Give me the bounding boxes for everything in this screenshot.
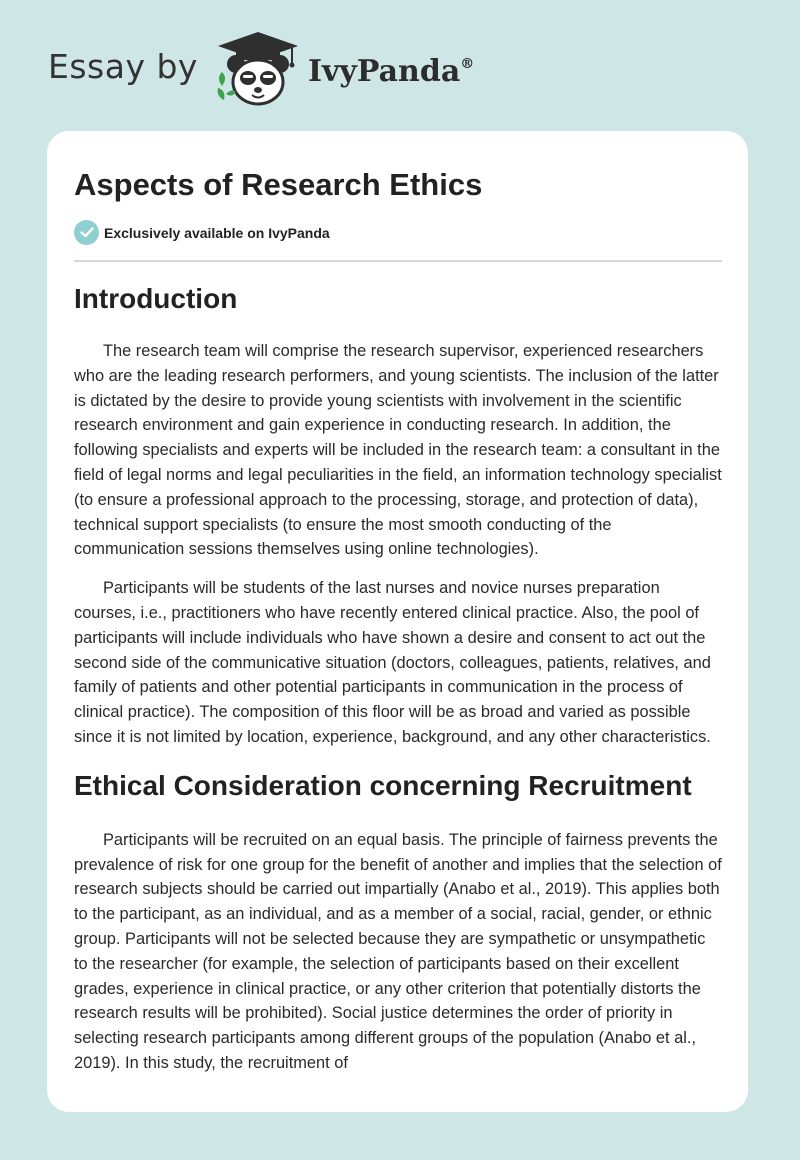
article-body: [74, 283, 722, 1076]
essay-by-label: Essay by: [48, 46, 198, 86]
registered-mark: ®: [460, 55, 475, 72]
exclusive-badge-label: Exclusively available on IvyPanda: [104, 224, 330, 241]
paragraph: Participants will be students of the last nurses and novice nurses preparation courses, i.e., practitioners who have recently entered clinical practice. Also, the pool of participants will include individuals who have shown a desire and consent to act out the second side of the communicative situation (doctors, colleagues, patients, relatives, and family of patients and other potential participants in communication in the process of clinical practice). The composition of this floor will be as broad and varied as possible since it is not limited by location, experience, background, and any other characteristics.: [74, 579, 711, 746]
paragraph: Participants will be recruited on an equal basis. The principle of fairness prevents the prevalence of risk for one group for the benefit of another and implies that the selection of research subjects should be carried out impartially (Anabo et al., 2019). This applies both to the participant, as an individual, and as a member of a social, racial, gender, or ethnic group. Participants will not be selected because they are sympathetic or unsympathetic to the researcher (for example, the selection of participants based on their excellent grades, experience in clinical practice, or any other criterion that potentially distorts the research results will be prohibited). Social justice determines the order of priority in selecting research participants among different groups of the population (Anabo et al., 2019). In this study, the recruitment of: [74, 830, 722, 1072]
article-card: [47, 131, 748, 1112]
brand-name[interactable]: IvyPanda®: [307, 53, 475, 89]
check-icon: [74, 220, 99, 245]
paragraph: The research team will comprise the research supervisor, experienced researchers who are the leading research performers, and young scientists. The inclusion of the latter is dictated by the desire to provide young scientists with involvement in the scientific research environment and gain experience in conducting research. In addition, the following specialists and experts will be included in the research team: a consultant in the field of legal norms and legal peculiarities in the field, an information technology specialist (to ensure a professional approach to the processing, storage, and protection of data), technical support specialists (to ensure the most smooth conducting of the communication sessions themselves using online technologies).: [74, 342, 722, 559]
section-heading-ethical-consideration: Ethical Consideration concerning Recruitment: [74, 769, 692, 801]
article-title: Aspects of Research Ethics: [74, 167, 483, 202]
site-header: [48, 30, 648, 110]
panda-graduate-icon[interactable]: [212, 30, 304, 110]
exclusive-badge: [74, 220, 330, 245]
divider: [74, 260, 722, 262]
section-heading-introduction: Introduction: [74, 283, 238, 314]
